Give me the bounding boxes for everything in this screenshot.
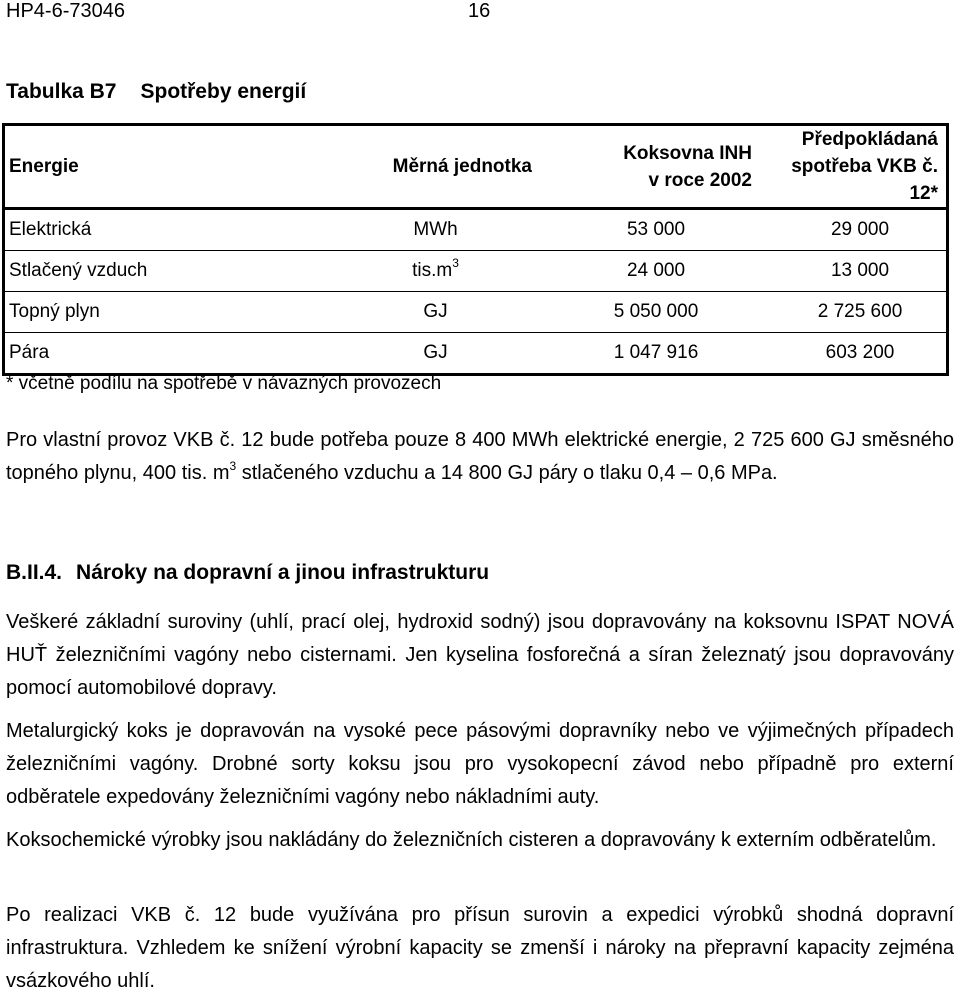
paragraph: Metalurgický koks je dopravován na vysoké pece pásovými dopravníky nebo ve výjimečných případech železničními vagóny. Drobné sorty koksu jsou pro vysokopecní závod nebo případně pro externí odběratele expedovány železničními vagóny nebo nákladními auty. bbox=[6, 720, 954, 808]
cell-expected: 603 200 bbox=[825, 342, 895, 363]
cell-energy: Stlačený vzduch bbox=[4, 251, 334, 292]
cell-coke: 24 000 bbox=[538, 251, 774, 292]
table-header-row bbox=[4, 125, 948, 209]
table-row bbox=[4, 251, 948, 292]
table-label: Tabulka B7 bbox=[6, 80, 117, 103]
cell-expected: 13 000 bbox=[774, 251, 948, 292]
document-id: HP4-6-73046 bbox=[6, 0, 125, 22]
cell-coke: 5 050 000 bbox=[538, 292, 774, 333]
header-expected-line2: spotřeba VKB č. 12* bbox=[791, 156, 938, 204]
cell-unit: GJ bbox=[423, 342, 448, 363]
cell-energy: Elektrická bbox=[4, 209, 334, 251]
paragraph-own-operation: Pro vlastní provoz VKB č. 12 bude potřeba pouze 8 400 MWh elektrické energie, 2 725 600 GJ směsného topného plynu, 400 tis. $m^3$ stlačeného vzduchu a 14 800 GJ páry o tlaku 0,4 – 0,6 MPa. bbox=[6, 429, 954, 484]
paragraph: Veškeré základní suroviny (uhlí, prací olej, hydroxid sodný) jsou dopravovány na koksovnu ISPAT NOVÁ HUŤ železničními vagóny nebo cisternami. Jen kyselina fosforečná a síran železnatý jsou dopravovány pomocí automobilové dopravy. bbox=[6, 611, 954, 699]
cell-coke: 1 047 916 bbox=[613, 342, 699, 363]
energy-consumption-table bbox=[2, 123, 949, 376]
table-footnote: * včetně podílu na spotřebě v návazných provozech bbox=[6, 373, 442, 394]
table-caption bbox=[6, 80, 306, 104]
table-row bbox=[4, 209, 948, 251]
cell-expected: 29 000 bbox=[774, 209, 948, 251]
table-row bbox=[4, 333, 948, 375]
page-number: 16 bbox=[468, 0, 491, 22]
header-unit: Měrná jednotka bbox=[333, 125, 538, 209]
section-title: Nároky na dopravní a jinou infrastrukturu bbox=[76, 561, 490, 584]
section-number: B.II.4. bbox=[6, 561, 63, 584]
table-title: Spotřeby energií bbox=[140, 80, 307, 103]
cell-energy: Pára bbox=[9, 342, 50, 363]
cell-expected: 2 725 600 bbox=[774, 292, 948, 333]
cell-unit: MWh bbox=[333, 209, 538, 251]
header-coke-line1: Koksovna INH bbox=[623, 142, 752, 164]
header-expected bbox=[774, 125, 948, 209]
cell-coke: 53 000 bbox=[538, 209, 774, 251]
header-coke-plant bbox=[538, 125, 774, 209]
paragraph: Po realizaci VKB č. 12 bude využívána pro přísun surovin a expedici výrobků shodná dopravní infrastruktura. Vzhledem ke snížení výrobní kapacity se zmenší i nároky na přepravní kapacity zejména vsázkového uhlí. bbox=[6, 904, 954, 992]
cell-energy: Topný plyn bbox=[4, 292, 334, 333]
header-expected-line1: Předpokládaná bbox=[801, 129, 938, 150]
cell-unit: $tis.m^3$ bbox=[333, 251, 538, 292]
table-row bbox=[4, 292, 948, 333]
header-energy: Energie bbox=[4, 125, 334, 209]
section-heading bbox=[6, 561, 489, 585]
paragraph: Koksochemické výrobky jsou nakládány do železničních cisteren a dopravovány k externím odběratelům. bbox=[6, 829, 937, 851]
header-coke-line2: v roce 2002 bbox=[648, 169, 752, 191]
cell-unit: GJ bbox=[333, 292, 538, 333]
